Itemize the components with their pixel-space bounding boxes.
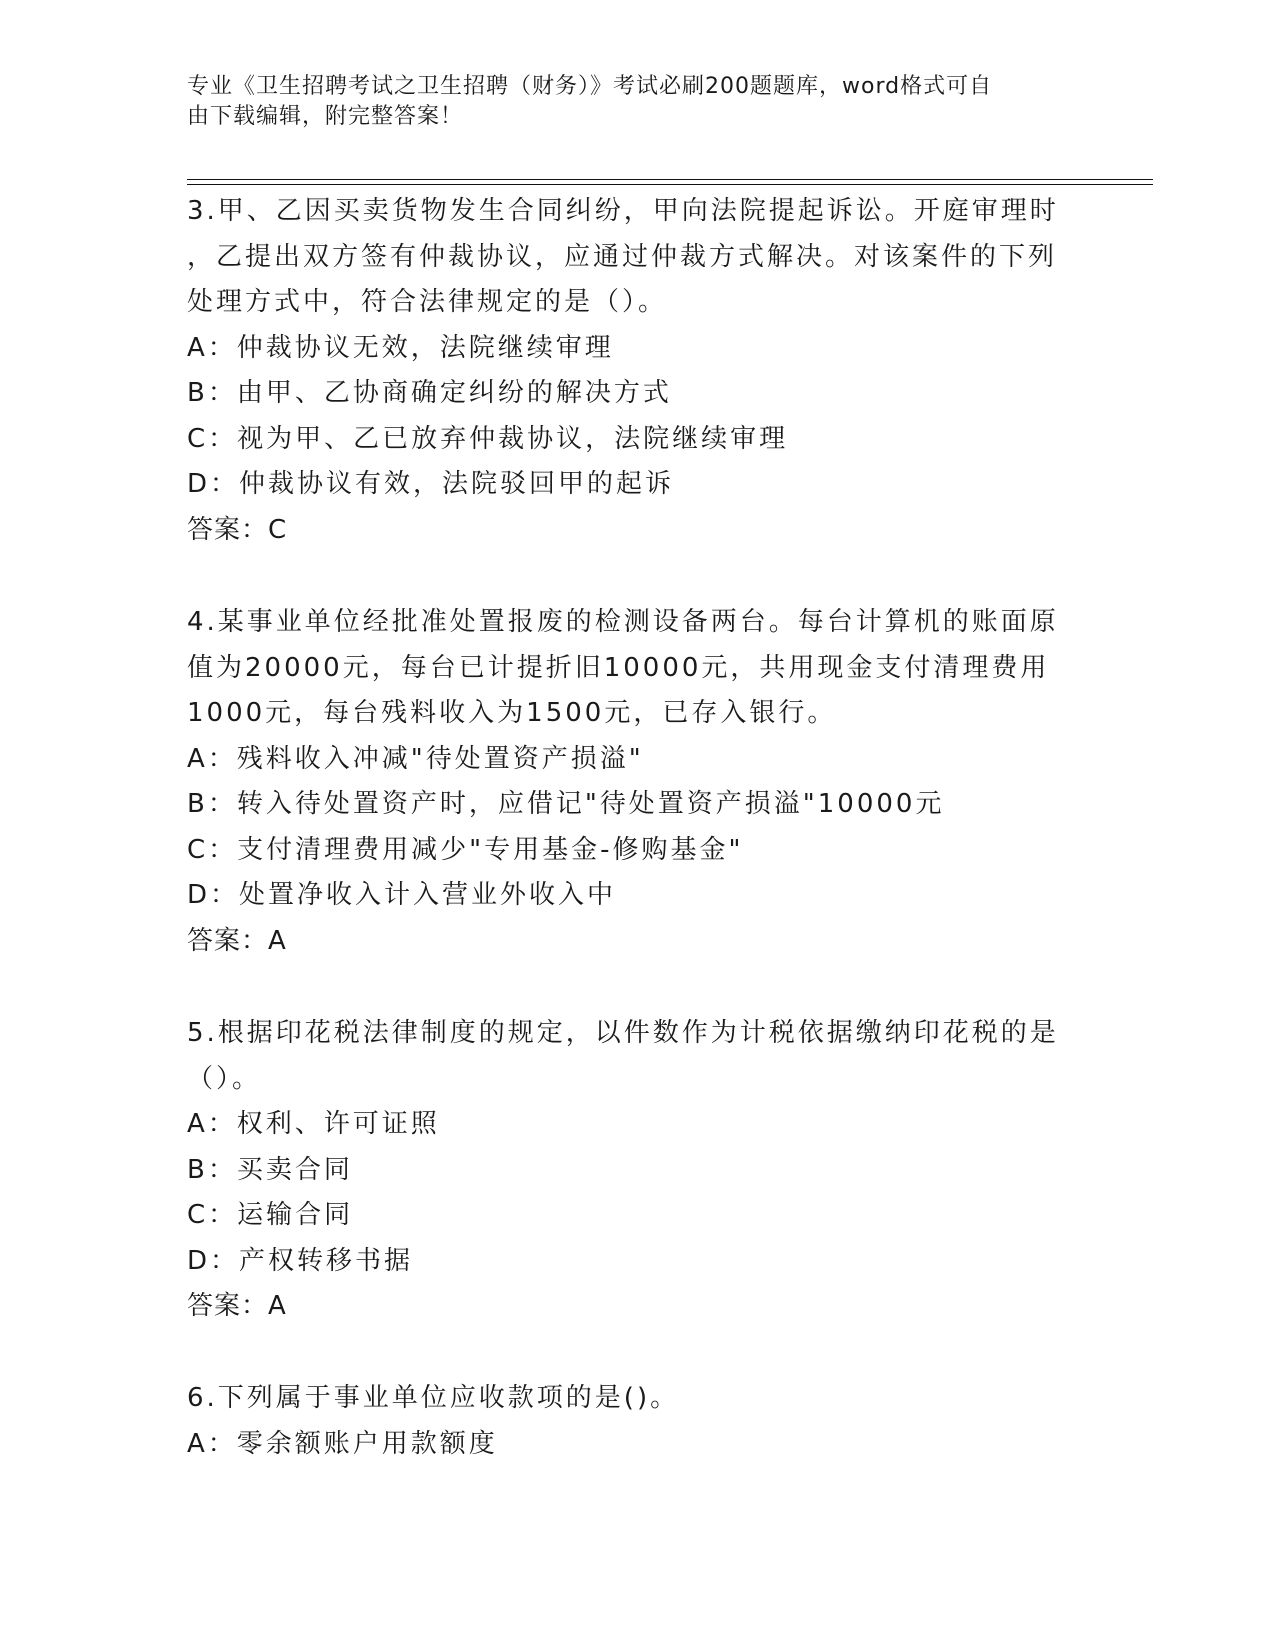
question-3 (187, 189, 1067, 553)
question-4 (187, 600, 1067, 964)
option-a: A：权利、许可证照 (187, 1109, 440, 1139)
header-divider-bottom (187, 184, 1153, 185)
header-line-1: 专业《卫生招聘考试之卫生招聘（财务）》考试必刷200题题库，word格式可自 (187, 74, 993, 99)
stem-line: （）。 (187, 1063, 262, 1094)
answer-label: 答案：A (187, 925, 287, 956)
stem-line: 4.某事业单位经批准处置报废的检测设备两台。每台计算机的账面原 (187, 607, 1059, 637)
option-c: C：支付清理费用减少"专用基金-修购基金" (187, 834, 744, 865)
option-a: A：残料收入冲减"待处置资产损溢" (187, 743, 644, 774)
stem-line: 3.甲、乙因买卖货物发生合同纠纷，甲向法院提起诉讼。开庭审理时 (187, 196, 1059, 226)
option-d: D：产权转移书据 (187, 1245, 414, 1276)
option-c: C：运输合同 (187, 1200, 354, 1230)
document-header (187, 72, 1067, 132)
question-5 (187, 1011, 1067, 1330)
question-stem (187, 600, 1067, 737)
option-a: A：零余额账户用款额度 (187, 1428, 498, 1459)
question-stem (187, 189, 1067, 326)
option-d: D：处置净收入计入营业外收入中 (187, 880, 617, 910)
stem-line: 处理方式中，符合法律规定的是（）。 (187, 287, 668, 317)
stem-line: 6.下列属于事业单位应收款项的是()。 (187, 1383, 680, 1413)
question-stem (187, 1376, 1067, 1422)
option-b: B：转入待处置资产时，应借记"待处置资产损溢"10000元 (187, 789, 945, 819)
answer-label: 答案：A (187, 1291, 287, 1321)
option-b: B：由甲、乙协商确定纠纷的解决方式 (187, 378, 672, 408)
option-b: B：买卖合同 (187, 1154, 353, 1185)
option-c: C：视为甲、乙已放弃仲裁协议，法院继续审理 (187, 423, 789, 454)
header-divider-top (187, 179, 1153, 180)
question-stem (187, 1011, 1067, 1102)
stem-line: 5.根据印花税法律制度的规定，以件数作为计税依据缴纳印花税的是 (187, 1018, 1059, 1048)
option-a: A：仲裁协议无效，法院继续审理 (187, 332, 614, 363)
question-6 (187, 1376, 1067, 1467)
header-line-2: 由下载编辑，附完整答案！ (187, 104, 464, 129)
stem-line: 值为20000元，每台已计提折旧10000元，共用现金支付清理费用 (187, 652, 1050, 683)
stem-line: 1000元，每台残料收入为1500元，已存入银行。 (187, 698, 837, 728)
option-d: D：仲裁协议有效，法院驳回甲的起诉 (187, 469, 675, 499)
answer-label: 答案：C (187, 514, 288, 545)
stem-line: ，乙提出双方签有仲裁协议，应通过仲裁方式解决。对该案件的下列 (187, 241, 1058, 272)
